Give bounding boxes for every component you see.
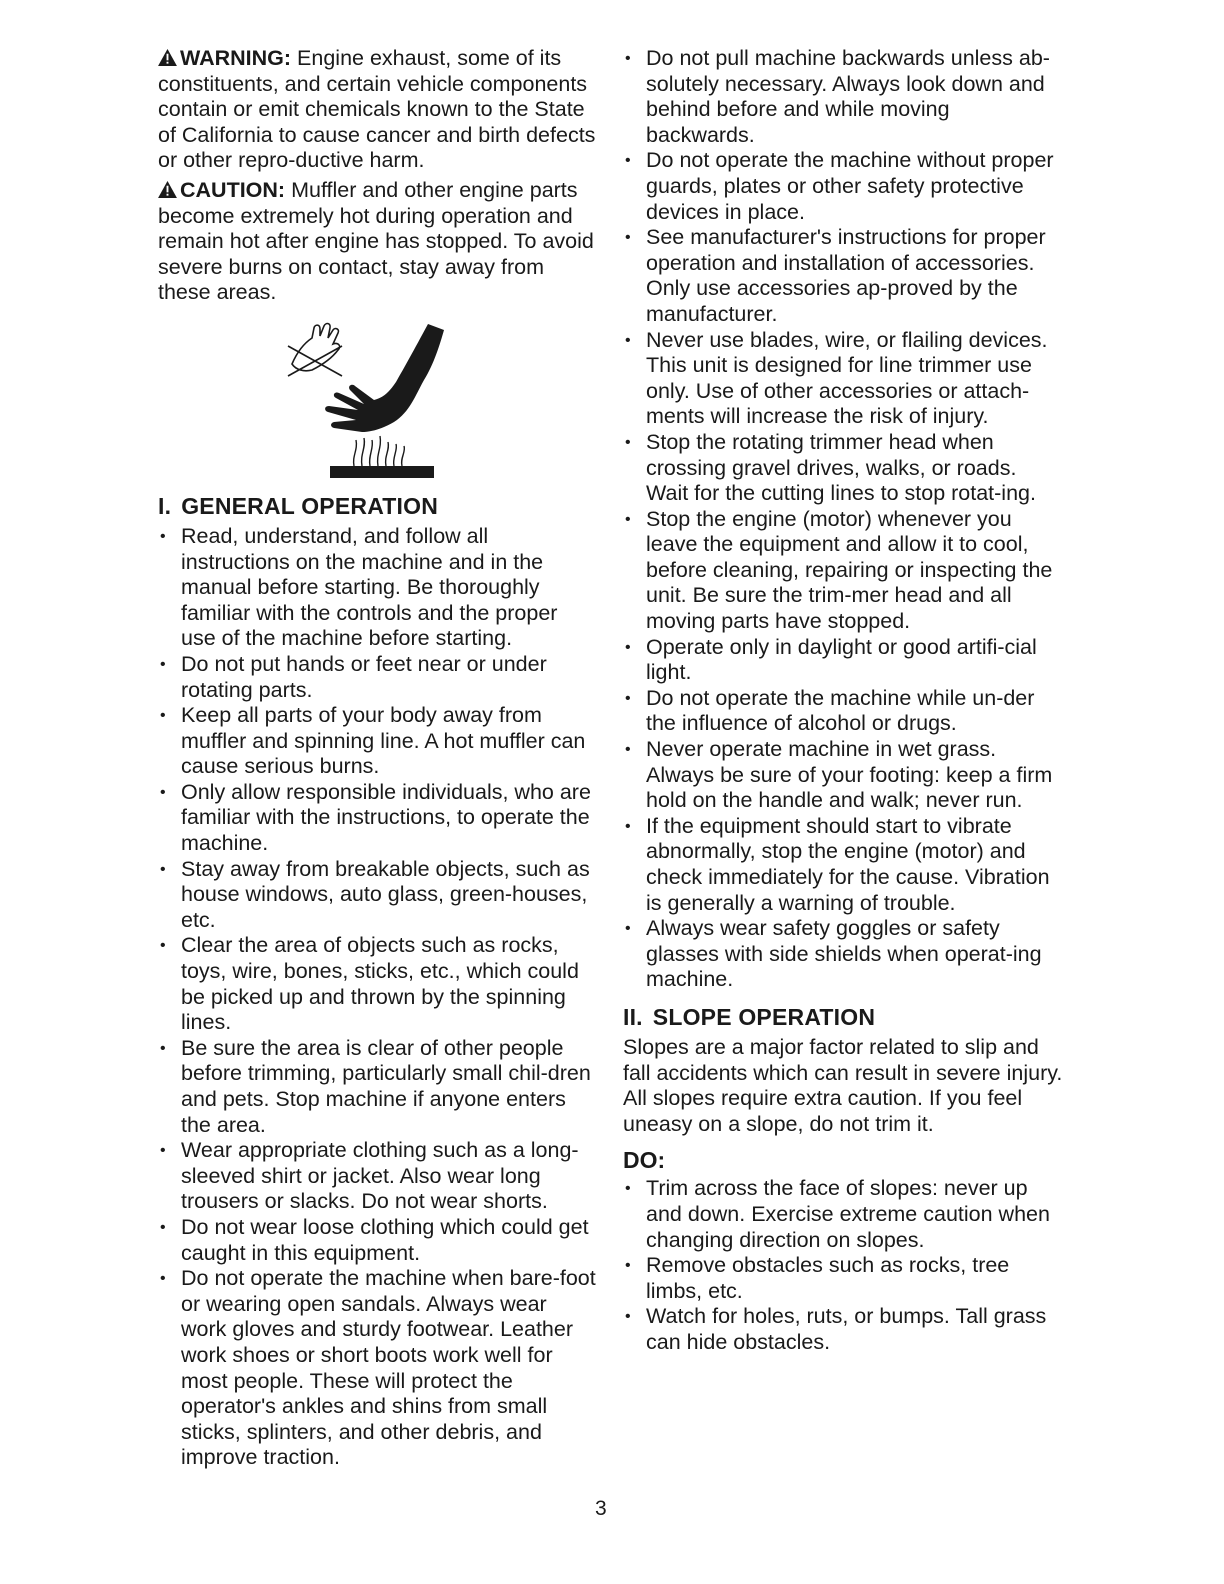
list-item: • Do not put hands or feet near or under rotating parts. — [158, 652, 596, 703]
section-number: II. — [623, 1003, 643, 1030]
warning-triangle-icon — [158, 49, 177, 66]
list-item: • Clear the area of objects such as rocks, toys, wire, bones, sticks, etc., which could be picked up and thrown by the spinning lines. — [158, 933, 596, 1035]
list-item: • Be sure the area is clear of other people before trimming, particularly small chil-dren and pets. Stop machine if anyone enters the area. — [158, 1036, 596, 1138]
warning-text: Engine exhaust, some of its constituents, and certain vehicle components contain or emit chemicals known to the State of California to cause cancer and birth defects or other repro-ductive harm. — [158, 46, 596, 173]
warning-label: WARNING: — [180, 46, 292, 70]
list-item: • See manufacturer's instructions for proper operation and installation of accessories. Only use accessories ap-proved by the manufacturer. — [623, 225, 1063, 327]
list-item: • Keep all parts of your body away from muffler and spinning line. A hot muffler can cause serious burns. — [158, 703, 596, 780]
list-item: • Always wear safety goggles or safety glasses with side shields when operat-ing machine. — [623, 916, 1063, 993]
list-item: • Watch for holes, ruts, or bumps. Tall grass can hide obstacles. — [623, 1304, 1063, 1355]
list-item: • Read, understand, and follow all instructions on the machine and in the manual before starting. Be thoroughly familiar with the controls and the proper use of the machine before starting. — [158, 524, 596, 652]
left-column — [158, 46, 596, 1471]
section-number: I. — [158, 492, 172, 519]
section-title: SLOPE OPERATION — [652, 1003, 876, 1030]
list-item: • Do not operate the machine without proper guards, plates or other safety protective devices in place. — [623, 148, 1063, 225]
list-item: • Wear appropriate clothing such as a long-sleeved shirt or jacket. Also wear long trousers or slacks. Do not wear shorts. — [158, 1138, 596, 1215]
list-item: • Stop the rotating trimmer head when crossing gravel drives, walks, or roads. Wait for the cutting lines to stop rotat-ing. — [623, 430, 1063, 507]
section-general-operation-heading — [158, 492, 596, 520]
list-item: • Remove obstacles such as rocks, tree limbs, etc. — [623, 1253, 1063, 1304]
warning-paragraph — [158, 46, 596, 174]
general-operation-list-left — [158, 524, 596, 1471]
list-item: • Operate only in daylight or good artifi-cial light. — [623, 635, 1063, 686]
slope-do-list — [623, 1176, 1063, 1355]
list-item: • Stop the engine (motor) whenever you leave the equipment and allow it to cool, before cleaning, repairing or inspecting the unit. Be sure the trim-mer head and all moving parts have stopped. — [623, 507, 1063, 635]
caution-text: Muffler and other engine parts become extremely hot during operation and remain hot after engine has stopped. To avoid severe burns on contact, stay away from these areas. — [158, 177, 594, 305]
general-operation-list-right — [623, 46, 1063, 993]
caution-paragraph — [158, 178, 596, 306]
section-slope-operation-heading — [623, 1003, 1063, 1031]
list-item: • Trim across the face of slopes: never up and down. Exercise extreme caution when changing direction on slopes. — [623, 1176, 1063, 1253]
list-item: • Never operate machine in wet grass. Always be sure of your footing: keep a firm hold on the handle and walk; never run. — [623, 737, 1063, 814]
list-item: • Only allow responsible individuals, who are familiar with the instructions, to operate the machine. — [158, 780, 596, 857]
list-item: • Do not wear loose clothing which could get caught in this equipment. — [158, 1215, 596, 1266]
list-item: • Stay away from breakable objects, such as house windows, auto glass, green-houses, etc. — [158, 857, 596, 934]
right-column — [623, 46, 1063, 1356]
section-title: GENERAL OPERATION — [181, 492, 439, 519]
slope-intro: Slopes are a major factor related to slip and fall accidents which can result in severe injury. All slopes require extra caution. If you feel uneasy on a slope, do not trim it. — [623, 1034, 1063, 1136]
hot-surface-burn-icon — [284, 320, 444, 480]
list-item: • Do not operate the machine while un-der the influence of alcohol or drugs. — [623, 686, 1063, 737]
page-number: 3 — [595, 1497, 607, 1520]
list-item: • Never use blades, wire, or flailing devices. This unit is designed for line trimmer use only. Use of other accessories or attach-ments will increase the risk of injury. — [623, 328, 1063, 430]
do-heading: DO: — [623, 1147, 666, 1174]
list-item: • Do not operate the machine when bare-foot or wearing open sandals. Always wear work gloves and sturdy footwear. Leather work shoes or short boots work well for most people. These will protect the operator's ankles and shins from small sticks, splinters, and other debris, and improve traction. — [158, 1266, 596, 1471]
list-item: • Do not pull machine backwards unless ab-solutely necessary. Always look down and behind before and while moving backwards. — [623, 46, 1063, 148]
caution-label: CAUTION: — [180, 177, 286, 202]
caution-triangle-icon — [158, 181, 177, 198]
list-item: • If the equipment should start to vibrate abnormally, stop the engine (motor) and check immediately for the cause. Vibration is generally a warning of trouble. — [623, 814, 1063, 916]
